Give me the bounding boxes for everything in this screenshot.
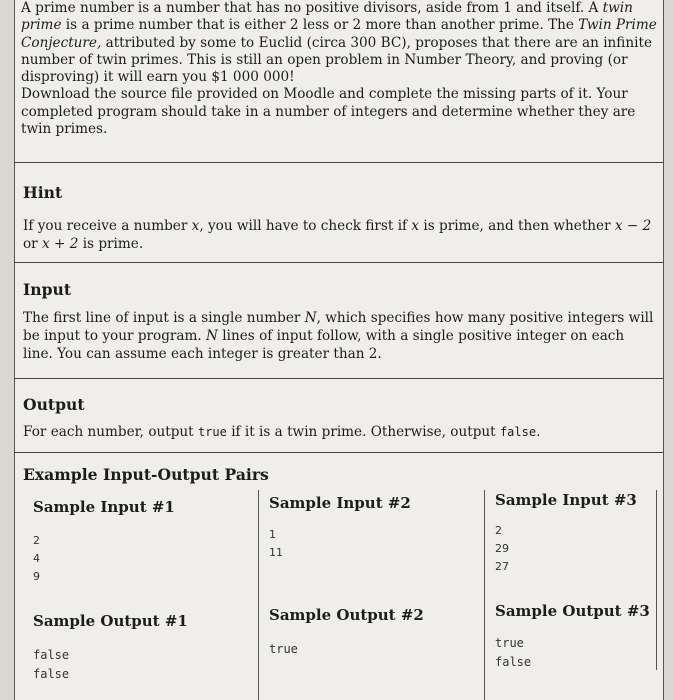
sample-input-label: Sample Input #3 xyxy=(495,491,637,509)
intro-text: A prime number is a number that has no positive divisors, aside from 1 and itself. A xyxy=(21,0,603,16)
intro-section xyxy=(21,0,657,138)
input-text: The first line of input is a single number N, which specifies how many positive integers will be input to your program. N lines of input follow, with a single positive integer on each line. You can assume each integer is greater than 2. xyxy=(23,310,654,362)
example-pair-1 xyxy=(23,490,259,700)
input-title: Input xyxy=(23,280,72,299)
problem-page xyxy=(14,0,664,700)
sample-input-values: 2 29 27 xyxy=(495,524,509,573)
hint-text: If you receive a number x, you will have to check first if x is prime, and then whether x − 2 or x + 2 is prime. xyxy=(23,218,652,252)
sample-output-label: Sample Output #3 xyxy=(495,602,650,620)
sample-input-values: 1 11 xyxy=(269,528,283,559)
sample-output-label: Sample Output #2 xyxy=(269,606,424,624)
intro-text: attributed by some to Euclid (circa 300 BC), proposes that there are an infinite number of twin primes. This is still an open problem in Number Theory, and proving (or disproving) it will earn you $1 000 000! xyxy=(21,34,652,86)
intro-text: is a prime number that is either 2 less or 2 more than another prime. The xyxy=(61,17,579,34)
output-text: For each number, output true if it is a twin prime. Otherwise, output false. xyxy=(23,424,541,440)
example-pair-2 xyxy=(259,490,485,700)
hint-title: Hint xyxy=(23,183,63,202)
twin-prime-term: twin prime xyxy=(21,0,633,34)
section-divider xyxy=(15,378,663,379)
examples-title: Example Input-Output Pairs xyxy=(23,465,269,484)
example-pair-3 xyxy=(485,490,657,670)
sample-output-values: true false xyxy=(495,636,532,669)
sample-input-label: Sample Input #2 xyxy=(269,494,411,512)
section-divider xyxy=(15,262,663,263)
output-title: Output xyxy=(23,395,85,414)
intro-paragraph-2: Download the source file provided on Moodle and complete the missing parts of it. Your completed program should take in a number of integers and determine whether they are twin primes. xyxy=(21,86,636,138)
section-divider xyxy=(15,452,663,453)
section-divider xyxy=(15,162,663,163)
sample-output-values: false false xyxy=(33,648,70,681)
sample-input-values: 2 4 9 xyxy=(33,534,40,583)
sample-output-values: true xyxy=(269,642,298,656)
sample-input-label: Sample Input #1 xyxy=(33,498,175,516)
intro-paragraph-1 xyxy=(21,0,657,86)
sample-output-label: Sample Output #1 xyxy=(33,612,188,630)
conjecture-term: Twin Prime Conjecture, xyxy=(21,17,657,51)
